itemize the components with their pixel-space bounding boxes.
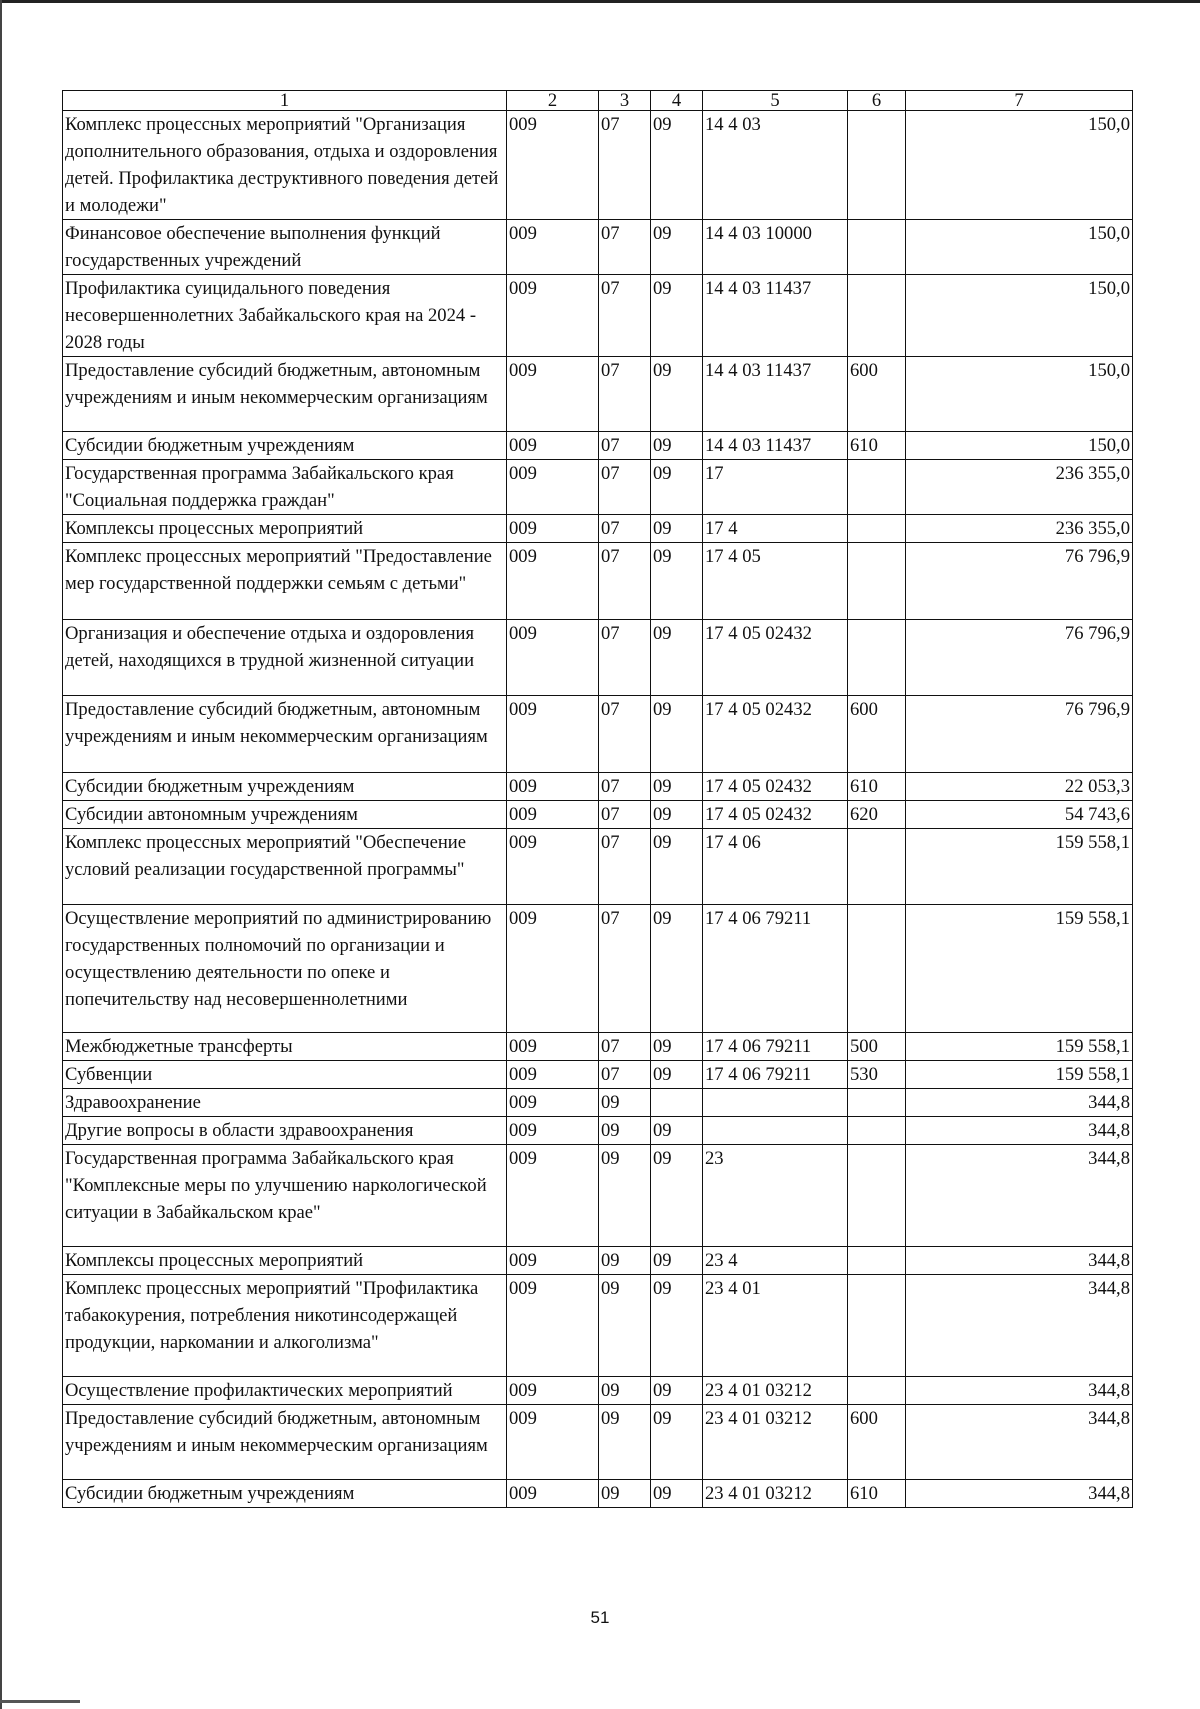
column-header: 5	[703, 91, 848, 111]
grbs-code-cell: 009	[507, 460, 599, 515]
column-header: 4	[651, 91, 703, 111]
row-name-cell: Предоставление субсидий бюджетным, автономным учреждениям и иным некоммерческим организациям	[63, 357, 507, 432]
row-name-cell: Комплексы процессных мероприятий	[63, 1247, 507, 1275]
amount-cell: 76 796,9	[906, 696, 1133, 773]
table-row	[63, 1061, 1133, 1089]
amount-cell: 236 355,0	[906, 460, 1133, 515]
subsection-code-cell: 09	[651, 829, 703, 905]
target-article-cell: 14 4 03	[703, 111, 848, 220]
subsection-code-cell: 09	[651, 357, 703, 432]
subsection-code-cell: 09	[651, 1377, 703, 1405]
amount-cell: 344,8	[906, 1145, 1133, 1247]
expense-type-cell	[848, 1089, 906, 1117]
grbs-code-cell: 009	[507, 829, 599, 905]
table-row	[63, 829, 1133, 905]
subsection-code-cell: 09	[651, 220, 703, 275]
subsection-code-cell: 09	[651, 905, 703, 1033]
target-article-cell: 17 4 05	[703, 543, 848, 620]
target-article-cell: 17 4 06 79211	[703, 1061, 848, 1089]
table-row	[63, 432, 1133, 460]
grbs-code-cell: 009	[507, 515, 599, 543]
subsection-code-cell: 09	[651, 773, 703, 801]
target-article-cell: 17 4 06 79211	[703, 1033, 848, 1061]
target-article-cell: 17 4 05 02432	[703, 801, 848, 829]
grbs-code-cell: 009	[507, 111, 599, 220]
target-article-cell: 17 4 05 02432	[703, 773, 848, 801]
expense-type-cell: 600	[848, 1405, 906, 1480]
amount-cell: 54 743,6	[906, 801, 1133, 829]
grbs-code-cell: 009	[507, 801, 599, 829]
row-name-cell: Предоставление субсидий бюджетным, автономным учреждениям и иным некоммерческим организациям	[63, 696, 507, 773]
subsection-code-cell: 09	[651, 1275, 703, 1377]
amount-cell: 150,0	[906, 111, 1133, 220]
table-row	[63, 515, 1133, 543]
section-code-cell: 09	[599, 1089, 651, 1117]
grbs-code-cell: 009	[507, 220, 599, 275]
target-article-cell: 17	[703, 460, 848, 515]
grbs-code-cell: 009	[507, 357, 599, 432]
target-article-cell: 23	[703, 1145, 848, 1247]
scan-footer-rule	[0, 1700, 80, 1703]
expense-type-cell	[848, 620, 906, 696]
amount-cell: 159 558,1	[906, 1033, 1133, 1061]
scan-border-top	[0, 0, 1200, 3]
amount-cell: 344,8	[906, 1480, 1133, 1508]
target-article-cell: 17 4 06	[703, 829, 848, 905]
subsection-code-cell: 09	[651, 1247, 703, 1275]
amount-cell: 344,8	[906, 1117, 1133, 1145]
expense-type-cell: 530	[848, 1061, 906, 1089]
grbs-code-cell: 009	[507, 275, 599, 357]
target-article-cell: 14 4 03 10000	[703, 220, 848, 275]
amount-cell: 344,8	[906, 1275, 1133, 1377]
table-row	[63, 1377, 1133, 1405]
section-code-cell: 07	[599, 829, 651, 905]
table-row	[63, 696, 1133, 773]
table-row	[63, 111, 1133, 220]
amount-cell: 150,0	[906, 357, 1133, 432]
section-code-cell: 09	[599, 1377, 651, 1405]
amount-cell: 150,0	[906, 220, 1133, 275]
row-name-cell: Государственная программа Забайкальского края "Комплексные меры по улучшению наркологической ситуации в Забайкальском крае"	[63, 1145, 507, 1247]
section-code-cell: 09	[599, 1247, 651, 1275]
grbs-code-cell: 009	[507, 543, 599, 620]
target-article-cell: 14 4 03 11437	[703, 275, 848, 357]
amount-cell: 344,8	[906, 1247, 1133, 1275]
amount-cell: 159 558,1	[906, 905, 1133, 1033]
row-name-cell: Субсидии автономным учреждениям	[63, 801, 507, 829]
section-code-cell: 09	[599, 1405, 651, 1480]
table-row	[63, 1247, 1133, 1275]
target-article-cell: 17 4 05 02432	[703, 620, 848, 696]
grbs-code-cell: 009	[507, 696, 599, 773]
target-article-cell: 17 4 05 02432	[703, 696, 848, 773]
row-name-cell: Осуществление профилактических мероприятий	[63, 1377, 507, 1405]
grbs-code-cell: 009	[507, 1033, 599, 1061]
expense-type-cell: 610	[848, 432, 906, 460]
row-name-cell: Финансовое обеспечение выполнения функций государственных учреждений	[63, 220, 507, 275]
table-row	[63, 1033, 1133, 1061]
amount-cell: 76 796,9	[906, 543, 1133, 620]
target-article-cell: 14 4 03 11437	[703, 357, 848, 432]
amount-cell: 159 558,1	[906, 1061, 1133, 1089]
subsection-code-cell: 09	[651, 111, 703, 220]
row-name-cell: Субсидии бюджетным учреждениям	[63, 1480, 507, 1508]
row-name-cell: Субсидии бюджетным учреждениям	[63, 432, 507, 460]
section-code-cell: 07	[599, 905, 651, 1033]
table-row	[63, 1480, 1133, 1508]
amount-cell: 150,0	[906, 275, 1133, 357]
target-article-cell: 23 4 01 03212	[703, 1480, 848, 1508]
section-code-cell: 09	[599, 1117, 651, 1145]
section-code-cell: 07	[599, 1033, 651, 1061]
expense-type-cell	[848, 460, 906, 515]
page-number: 51	[590, 1608, 610, 1627]
column-header: 3	[599, 91, 651, 111]
table-row	[63, 905, 1133, 1033]
table-row	[63, 620, 1133, 696]
expense-type-cell	[848, 543, 906, 620]
section-code-cell: 07	[599, 111, 651, 220]
subsection-code-cell: 09	[651, 515, 703, 543]
table-row	[63, 773, 1133, 801]
table-body	[63, 111, 1133, 1508]
subsection-code-cell: 09	[651, 696, 703, 773]
section-code-cell: 07	[599, 220, 651, 275]
grbs-code-cell: 009	[507, 1247, 599, 1275]
table-row	[63, 1275, 1133, 1377]
expense-type-cell	[848, 220, 906, 275]
grbs-code-cell: 009	[507, 1377, 599, 1405]
expense-type-cell	[848, 1145, 906, 1247]
grbs-code-cell: 009	[507, 1117, 599, 1145]
section-code-cell: 09	[599, 1480, 651, 1508]
row-name-cell: Комплекс процессных мероприятий "Обеспечение условий реализации государственной программы"	[63, 829, 507, 905]
subsection-code-cell: 09	[651, 1061, 703, 1089]
subsection-code-cell: 09	[651, 1145, 703, 1247]
expense-type-cell	[848, 111, 906, 220]
expense-type-cell: 610	[848, 1480, 906, 1508]
grbs-code-cell: 009	[507, 1480, 599, 1508]
table-row	[63, 1405, 1133, 1480]
row-name-cell: Организация и обеспечение отдыха и оздоровления детей, находящихся в трудной жизненной ситуации	[63, 620, 507, 696]
expense-type-cell	[848, 829, 906, 905]
target-article-cell: 23 4 01 03212	[703, 1377, 848, 1405]
grbs-code-cell: 009	[507, 905, 599, 1033]
section-code-cell: 09	[599, 1275, 651, 1377]
row-name-cell: Субвенции	[63, 1061, 507, 1089]
target-article-cell: 14 4 03 11437	[703, 432, 848, 460]
grbs-code-cell: 009	[507, 773, 599, 801]
expense-type-cell	[848, 515, 906, 543]
expense-type-cell	[848, 1377, 906, 1405]
grbs-code-cell: 009	[507, 620, 599, 696]
row-name-cell: Субсидии бюджетным учреждениям	[63, 773, 507, 801]
target-article-cell: 23 4 01 03212	[703, 1405, 848, 1480]
subsection-code-cell: 09	[651, 460, 703, 515]
expense-type-cell	[848, 1117, 906, 1145]
amount-cell: 76 796,9	[906, 620, 1133, 696]
row-name-cell: Осуществление мероприятий по администрированию государственных полномочий по организации и осуществлению деятельности по опеке и попечительству над несовершеннолетними	[63, 905, 507, 1033]
expense-type-cell: 600	[848, 696, 906, 773]
table-row	[63, 543, 1133, 620]
row-name-cell: Комплекс процессных мероприятий "Организация дополнительного образования, отдыха и оздоровления детей. Профилактика деструктивного поведения детей и молодежи"	[63, 111, 507, 220]
expense-type-cell	[848, 1247, 906, 1275]
section-code-cell: 07	[599, 515, 651, 543]
target-article-cell: 17 4	[703, 515, 848, 543]
section-code-cell: 09	[599, 1145, 651, 1247]
grbs-code-cell: 009	[507, 1275, 599, 1377]
amount-cell: 159 558,1	[906, 829, 1133, 905]
expense-type-cell	[848, 275, 906, 357]
subsection-code-cell: 09	[651, 1480, 703, 1508]
grbs-code-cell: 009	[507, 1145, 599, 1247]
amount-cell: 344,8	[906, 1089, 1133, 1117]
table-row	[63, 460, 1133, 515]
target-article-cell: 17 4 06 79211	[703, 905, 848, 1033]
subsection-code-cell: 09	[651, 432, 703, 460]
table-row	[63, 357, 1133, 432]
table-row	[63, 275, 1133, 357]
row-name-cell: Профилактика суицидального поведения несовершеннолетних Забайкальского края на 2024 - 2028 годы	[63, 275, 507, 357]
expense-type-cell: 620	[848, 801, 906, 829]
section-code-cell: 07	[599, 620, 651, 696]
subsection-code-cell: 09	[651, 543, 703, 620]
header-row	[63, 91, 1133, 111]
section-code-cell: 07	[599, 773, 651, 801]
table-row	[63, 220, 1133, 275]
table-row	[63, 1145, 1133, 1247]
grbs-code-cell: 009	[507, 1061, 599, 1089]
expense-type-cell: 610	[848, 773, 906, 801]
subsection-code-cell: 09	[651, 620, 703, 696]
expense-type-cell	[848, 1275, 906, 1377]
subsection-code-cell: 09	[651, 275, 703, 357]
expense-type-cell: 500	[848, 1033, 906, 1061]
target-article-cell	[703, 1117, 848, 1145]
target-article-cell	[703, 1089, 848, 1117]
column-header: 1	[63, 91, 507, 111]
table-row	[63, 1117, 1133, 1145]
row-name-cell: Предоставление субсидий бюджетным, автономным учреждениям и иным некоммерческим организациям	[63, 1405, 507, 1480]
amount-cell: 150,0	[906, 432, 1133, 460]
section-code-cell: 07	[599, 275, 651, 357]
row-name-cell: Комплекс процессных мероприятий "Предоставление мер государственной поддержки семьям с детьми"	[63, 543, 507, 620]
scan-border-left	[0, 0, 2, 1709]
row-name-cell: Другие вопросы в области здравоохранения	[63, 1117, 507, 1145]
table-row	[63, 801, 1133, 829]
grbs-code-cell: 009	[507, 432, 599, 460]
grbs-code-cell: 009	[507, 1089, 599, 1117]
subsection-code-cell: 09	[651, 1405, 703, 1480]
amount-cell: 344,8	[906, 1377, 1133, 1405]
section-code-cell: 07	[599, 432, 651, 460]
amount-cell: 236 355,0	[906, 515, 1133, 543]
column-header: 6	[848, 91, 906, 111]
section-code-cell: 07	[599, 696, 651, 773]
subsection-code-cell: 09	[651, 1033, 703, 1061]
subsection-code-cell: 09	[651, 1117, 703, 1145]
expense-type-cell	[848, 905, 906, 1033]
row-name-cell: Комплексы процессных мероприятий	[63, 515, 507, 543]
column-header: 2	[507, 91, 599, 111]
row-name-cell: Здравоохранение	[63, 1089, 507, 1117]
row-name-cell: Государственная программа Забайкальского края "Социальная поддержка граждан"	[63, 460, 507, 515]
subsection-code-cell: 09	[651, 801, 703, 829]
expense-type-cell: 600	[848, 357, 906, 432]
section-code-cell: 07	[599, 357, 651, 432]
row-name-cell: Межбюджетные трансферты	[63, 1033, 507, 1061]
section-code-cell: 07	[599, 460, 651, 515]
target-article-cell: 23 4 01	[703, 1275, 848, 1377]
grbs-code-cell: 009	[507, 1405, 599, 1480]
section-code-cell: 07	[599, 801, 651, 829]
target-article-cell: 23 4	[703, 1247, 848, 1275]
section-code-cell: 07	[599, 1061, 651, 1089]
budget-table	[62, 90, 1133, 1508]
amount-cell: 22 053,3	[906, 773, 1133, 801]
table-row	[63, 1089, 1133, 1117]
section-code-cell: 07	[599, 543, 651, 620]
row-name-cell: Комплекс процессных мероприятий "Профилактика табакокурения, потребления никотинсодержащей продукции, наркомании и алкоголизма"	[63, 1275, 507, 1377]
amount-cell: 344,8	[906, 1405, 1133, 1480]
column-header: 7	[906, 91, 1133, 111]
subsection-code-cell	[651, 1089, 703, 1117]
